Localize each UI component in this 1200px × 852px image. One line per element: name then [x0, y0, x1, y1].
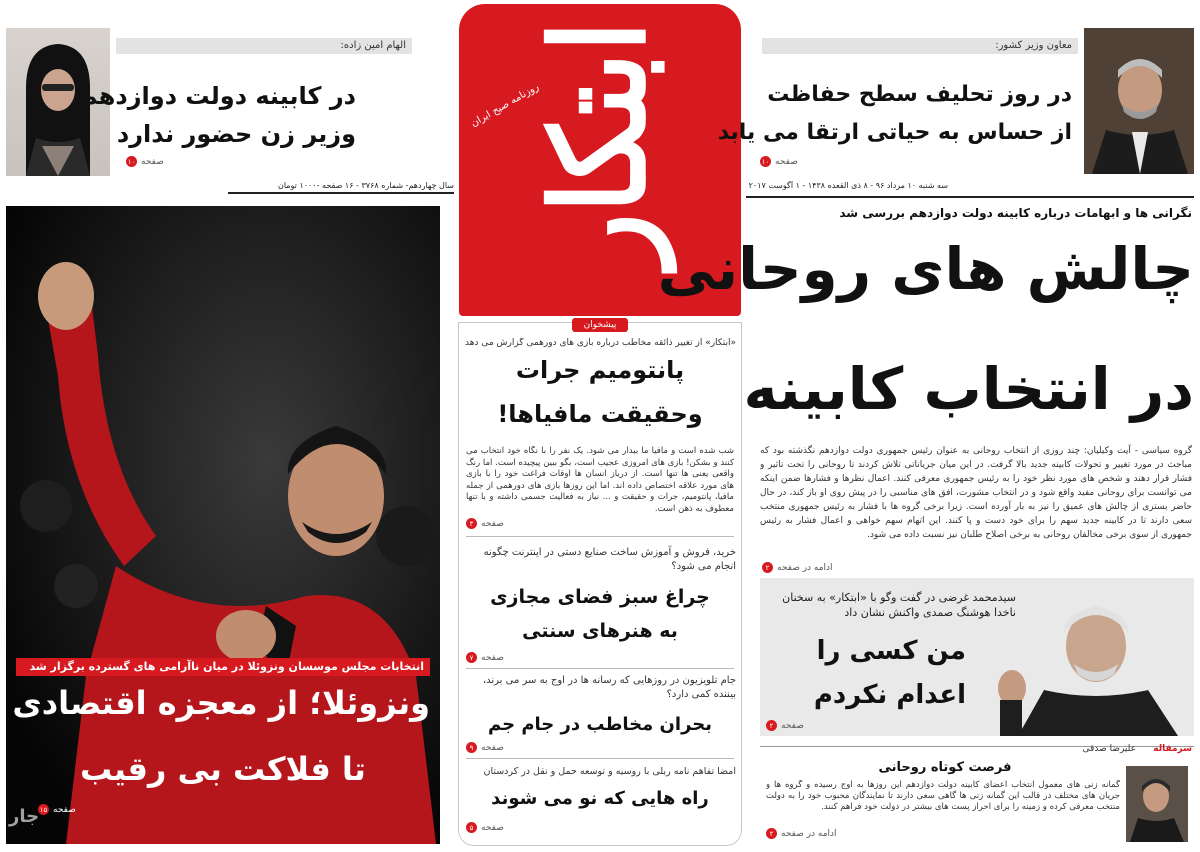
issue-rule-right — [746, 196, 1194, 198]
masthead-tagline: روزنامه صبح ایران — [469, 81, 541, 130]
photo-story-page-label: صفحه — [53, 804, 76, 815]
s3-page-ref[interactable] — [466, 742, 504, 753]
interview-page-no: ۲ — [766, 720, 777, 731]
top-left-kicker: الهام امین زاده: — [116, 38, 412, 54]
editorial-title[interactable]: فرصت کوتاه روحانی — [878, 760, 1012, 775]
center-sep-3 — [466, 758, 734, 759]
interview-kicker: سیدمحمد غرضی در گفت وگو با «ابتکار» به سخنان ناخدا هوشنگ صمدی واکنش نشان داد — [782, 591, 1016, 619]
top-left-page-label: صفحه — [141, 156, 164, 167]
editorial-page-no: ۲ — [766, 828, 777, 839]
interview-headline-1[interactable]: من کسی را — [816, 636, 966, 666]
s4-page-no: ۵ — [466, 822, 477, 833]
photo-story-panel — [6, 206, 440, 844]
top-left-page-no: ۱۰ — [127, 157, 136, 166]
s1-body: شب شده است و مافیا ما بیدار می شود. یک نفر را با نگاه خود انتخاب می کنند و بشکن! بازی های امروزی عجیب است، بگو ببین پیچیده است. اما رنگ واقعی یعنی ها تنها است. از دریاز انسان ها اوقات فراغت خود را با بازی های مورد علاقه اختصاص داده اند. اما این روزها بازی های دورهمی از جمله مافیا، پانتومیم، جرات و حقیقت و ... نیاز به فعالیت جسمی داشته و با تنها معطوف به ذهن است. — [466, 446, 734, 514]
editorial-author-photo — [1126, 766, 1188, 842]
masthead-logo-text: ابتکار — [524, 20, 675, 268]
s3-kicker: جام تلویزیون در روزهایی که رسانه ها در اوج به سر می برند، بیننده کمی دارد؟ — [482, 675, 736, 700]
s4-kicker: امضا تفاهم نامه ریلی با روسیه و توسعه حمل و نقل در کردستان — [483, 766, 736, 777]
s4-headline[interactable]: راه هایی که نو می شوند — [491, 788, 709, 809]
s1-headline-2[interactable]: وحقیقت مافیاها! — [497, 400, 703, 428]
top-right-page-ref[interactable] — [760, 156, 798, 167]
issue-info-left: سال چهاردهم- شماره ۳۷۶۸ - ۱۶ صفحه -۱۰۰۰ تومان — [228, 181, 454, 194]
top-right-headline-2[interactable]: از حساس به حیاتی ارتقا می یابد — [717, 120, 1072, 145]
interview-page-label: صفحه — [781, 720, 804, 731]
s1-page-no: ۳ — [466, 518, 477, 529]
photo-story-headline-2[interactable]: تا فلاکت بی رقیب — [80, 750, 366, 788]
top-left-page-ref[interactable] — [126, 156, 164, 167]
top-right-kicker: معاون وزیر کشور: — [762, 38, 1078, 54]
s4-page-ref[interactable] — [466, 822, 504, 833]
editorial-page-ref[interactable] — [766, 828, 837, 839]
issue-info-right: سه شنبه ۱۰ مرداد ۹۶ - ۸ ذی القعده ۱۴۳۸ - ۱ آگوست ۲۰۱۷ — [748, 181, 948, 190]
top-right-portrait — [1084, 28, 1194, 174]
main-headline-2[interactable]: در انتخاب کابینه — [743, 355, 1194, 423]
main-continued: ادامه در صفحه — [777, 562, 833, 573]
s3-page-no: ۹ — [466, 742, 477, 753]
editorial-continued: ادامه در صفحه — [781, 828, 837, 839]
photo-story-image — [6, 206, 440, 844]
photo-story-headline-1[interactable]: ونزوئلا؛ از معجزه اقتصادی — [12, 684, 430, 722]
top-right-page-no: ۱۰ — [761, 157, 770, 166]
s2-page-ref[interactable] — [466, 652, 504, 663]
s2-kicker: خرید، فروش و آموزش ساخت صنایع دستی در اینترنت چگونه انجام می شود؟ — [483, 547, 736, 572]
editorial-body: گمانه زنی های معمول انتخاب اعضای کابینه دولت دوازدهم این روزها به اوج رسیده و گروه ها و جریان های مختلف در قالب این گمانه زنی ها گاهی سعی دارند تا نمایندگان محبوب خود را به دولت منتخب معرفی کرده و زمینه را برای احراز پست های بیشتر در دولت خود فراهم کنند. — [766, 780, 1120, 812]
s2-page-label: صفحه — [481, 652, 504, 663]
editorial-author: علیرضا صدقی — [1082, 744, 1136, 754]
center-badge: پیشخوان — [572, 318, 628, 332]
photo-story-page-no: ۱۵ — [39, 805, 48, 814]
s1-page-ref[interactable] — [466, 518, 504, 529]
s3-page-label: صفحه — [481, 742, 504, 753]
s2-page-no: ۷ — [466, 652, 477, 663]
interview-headline-2[interactable]: اعدام نکردم — [813, 680, 966, 710]
interview-page-ref[interactable] — [766, 720, 804, 731]
s1-page-label: صفحه — [481, 518, 504, 529]
main-body: گروه سیاسی - آیت وکیلیان: چند روزی از انتخاب روحانی به عنوان رئیس جمهوری دولت دوازدهم نگذشته بود که مباحث در مورد تغییر و تحولات کابینه جدید بالا گرفت. در این میان جریاناتی تلاش کردند تا روحانی را تحت تاثیر و فشار قرار دهند و شخص های مورد نظر خود را به رئیس جمهوری معرفی کنند. اعمال نظرها و فشارها ضمن اینکه می توانست برای روحانی مفید واقع شود و در انتخاب مشورت، افق های مناسبی را در پیش روی او باز کند، در حال حاضر بستری از چالش های عمیق را نیز به بار آورده است. زیرا برخی گروه ها با فشار به رئیس جمهوری منتخب سعی دارند تا در کابینه جدید سهم را برای خود دست و پا کنند. این اتهام سهم خواهی و اعمال فشار به رئیس جمهوری از سوی برخی مخالفان روحانی به برخی اصلاح طلبان نیز نسبت داده می شود. — [760, 446, 1192, 540]
center-sep-2 — [466, 668, 734, 669]
top-right-headline-1[interactable]: در روز تحلیف سطح حفاظت — [767, 82, 1072, 107]
center-sep-1 — [466, 536, 734, 537]
top-right-page-label: صفحه — [775, 156, 798, 167]
main-page-ref[interactable] — [762, 562, 833, 573]
s2-headline-1[interactable]: چراغ سبز فضای مجازی — [490, 586, 710, 608]
main-page-no: ۲ — [762, 562, 773, 573]
top-left-headline-2[interactable]: وزیر زن حضور ندارد — [116, 120, 356, 148]
s4-page-label: صفحه — [481, 822, 504, 833]
editorial-section: سرمقاله — [1153, 744, 1192, 754]
s2-headline-2[interactable]: به هنرهای سنتی — [522, 620, 678, 642]
main-headline-1[interactable]: چالش های روحانی — [657, 235, 1194, 303]
jaar-watermark: جار — [8, 806, 40, 827]
s3-headline[interactable]: بحران مخاطب در جام جم — [487, 714, 713, 735]
top-left-headline-1[interactable]: در کابینه دولت دوازدهم — [79, 82, 356, 110]
s1-headline-1[interactable]: پانتومیم جرات — [515, 356, 685, 384]
s1-kicker: «ابتکار» از تغییر ذائقه مخاطب درباره بازی های دورهمی گزارش می دهد — [465, 338, 736, 348]
photo-story-kicker: انتخابات مجلس موسسان ونزوئلا در میان ناآرامی های گسترده برگزار شد — [16, 658, 430, 676]
main-supertitle: نگرانی ها و ابهامات درباره کابینه دولت دوازدهم بررسی شد — [839, 206, 1192, 220]
